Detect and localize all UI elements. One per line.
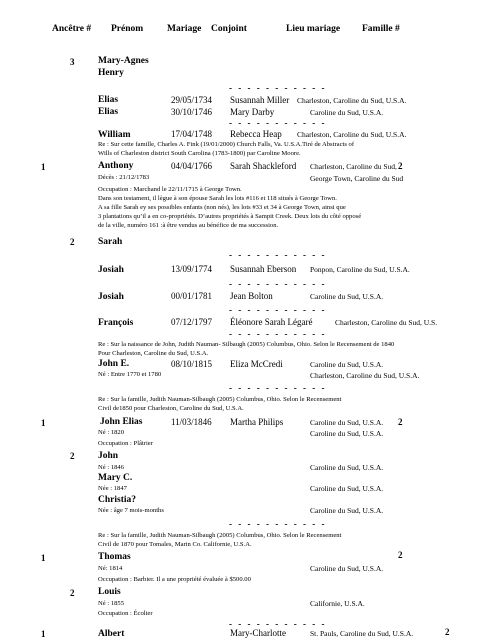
- research-note: Re : Sur la naissance de John, Judith Nauman- Silbaugh (2005) Columbus, Ohio. Selon le Recensement de 1840: [98, 341, 395, 348]
- ancestor-number: 2: [70, 588, 75, 598]
- research-note: Re : Sur cette famille, Charles A. Fink (19/01/2000) Church Falls, Va. U.S.A.Tiré de Abstracts of: [98, 141, 355, 148]
- birth-place: Caroline du Sud, U.S.A.: [310, 463, 384, 472]
- research-note: Pour Charleston, Caroline du Sud, U.S.A.: [98, 350, 209, 357]
- marriage-date: 07/12/1797: [171, 317, 213, 327]
- research-note: Re : Sur la famille, Judith Nauman-Silbaugh (2005) Columbus, Ohio. Selon le Recensement: [98, 396, 342, 403]
- family-number: 2: [398, 417, 403, 427]
- birth-date: Né: 1814: [98, 565, 123, 572]
- person-name: Christia?: [98, 495, 136, 505]
- birth-place: Caroline du Sud, U.S.A.: [310, 564, 384, 573]
- birth-place: Caroline du Sud, U.S.A.: [310, 429, 384, 438]
- person-name: Albert: [98, 629, 125, 639]
- research-note: Dans son testament, il lègue à son épouse Sarah les lots #116 et 118 situés à George Town.: [98, 195, 337, 202]
- separator: - - - - - - - - - - -: [229, 329, 327, 339]
- marriage-date: 13/09/1774: [171, 264, 213, 274]
- birth-date: Né : 1855: [98, 600, 125, 607]
- header-family: Famille #: [362, 24, 400, 34]
- separator: - - - - - - - - - - -: [229, 118, 327, 128]
- person-name: John: [98, 451, 119, 461]
- marriage-date: 29/05/1734: [171, 95, 213, 105]
- separator: - - - - - - - - - - -: [229, 250, 327, 260]
- marriage-date: 04/04/1766: [171, 161, 213, 171]
- header-marriage: Mariage: [167, 24, 202, 34]
- person-name: Mary C.: [98, 473, 133, 483]
- spouse-name: Martha Philips: [230, 417, 284, 427]
- ancestor-number: 1: [41, 162, 46, 172]
- spouse-name: Susannah Miller: [230, 95, 290, 105]
- marriage-place: Charleston, Caroline du Sud, U.S.: [335, 318, 438, 327]
- family-number: 2: [398, 161, 403, 171]
- header-firstname: Prénom: [111, 24, 144, 34]
- death-date: Décès : 21/12/1783: [98, 174, 150, 181]
- spouse-name: Mary-Charlotte: [230, 628, 286, 638]
- person-name: Anthony: [98, 161, 134, 171]
- spouse-name: Eliza McCredi: [230, 359, 283, 369]
- person-name: Henry: [98, 68, 124, 78]
- ancestor-number: 3: [70, 57, 75, 67]
- ancestor-number: 1: [41, 553, 46, 563]
- marriage-place: Charleston, Caroline du Sud, U.S.A.: [297, 96, 407, 105]
- birth-place: Charleston, Caroline du Sud, U.S.A.: [310, 371, 420, 380]
- ancestor-number: 1: [41, 418, 46, 428]
- occupation-note: Occupation : Marchand le 22/11/1715 à George Town.: [98, 186, 242, 193]
- death-place: George Town, Caroline du Sud: [310, 174, 404, 183]
- spouse-name: Éléonore Sarah Légaré: [230, 317, 313, 327]
- person-name: William: [98, 130, 131, 140]
- person-name: Elias: [98, 107, 119, 117]
- marriage-date: 30/10/1746: [171, 107, 213, 117]
- spouse-name: Rebecca Heap: [230, 129, 282, 139]
- ancestor-number: 2: [70, 451, 75, 461]
- person-name: Josiah: [98, 265, 124, 275]
- marriage-place: Caroline du Sud, U.S.A.: [310, 418, 384, 427]
- family-number: 2: [445, 627, 450, 637]
- research-note: Civil de1850 pour Charleston, Caroline du Sud, U.S.A.: [98, 405, 244, 412]
- person-name: François: [98, 318, 134, 328]
- spouse-name: Jean Bolton: [230, 291, 273, 301]
- research-note: Civil de 1870 pour Tomales, Marin Co. Californie, U.S.A.: [98, 541, 252, 548]
- research-note: Wills of Charleston district South Carolina (1783-1800) par Caroline Moore.: [98, 150, 301, 157]
- marriage-place: Charleston, Caroline du Sud, U.S.A.: [297, 130, 407, 139]
- separator: - - - - - - - - - - -: [229, 519, 327, 529]
- research-note: 3 plantations qu’il a en co-propriétés. D’autres propriétés à Sampit Creek. Deux lots du côté opposé: [98, 213, 362, 220]
- birth-place: Californie, U.S.A.: [310, 599, 365, 608]
- occupation-note: Occupation : Barbier. Il a une propriété évaluée à $500.00: [98, 576, 251, 583]
- spouse-name: Mary Darby: [230, 107, 275, 117]
- person-name: Mary-Agnes: [98, 56, 149, 66]
- spouse-name: Sarah Shackleford: [230, 161, 297, 171]
- marriage-place: Ponpon, Caroline du Sud, U.S.A.: [310, 265, 410, 274]
- ancestor-number: 1: [41, 629, 46, 639]
- marriage-date: 11/03/1846: [171, 417, 212, 427]
- person-name: Louis: [98, 587, 121, 597]
- marriage-date: 00/01/1781: [171, 291, 213, 301]
- person-name: Thomas: [98, 552, 131, 562]
- birth-place: Caroline du Sud, U.S.A.: [310, 506, 384, 515]
- separator: - - - - - - - - - - -: [229, 619, 327, 629]
- research-note: Re : Sur la famille, Judith Nauman-Silbaugh (2005) Columbus, Ohio. Selon le Recensement: [98, 532, 342, 539]
- occupation-note: Occupation : Écolier: [98, 610, 153, 617]
- marriage-date: 17/04/1748: [171, 129, 213, 139]
- birth-place: Caroline du Sud, U.S.A.: [310, 484, 384, 493]
- birth-date: Née : 1847: [98, 485, 127, 492]
- header-spouse: Conjoint: [211, 24, 247, 34]
- marriage-date: 08/10/1815: [171, 359, 213, 369]
- person-name: Sarah: [98, 237, 123, 247]
- spouse-name: Susannah Eberson: [230, 264, 297, 274]
- header-place: Lieu mariage: [286, 24, 341, 34]
- family-number: 2: [398, 550, 403, 560]
- marriage-place: Caroline du Sud, U.S.A.: [310, 360, 384, 369]
- header-ancestor: Ancêtre #: [52, 24, 92, 34]
- marriage-place: St. Pauls, Caroline du Sud, U.S.A.: [310, 629, 414, 638]
- person-name: John E.: [98, 359, 130, 369]
- marriage-place: Caroline du Sud, U.S.A.: [310, 108, 384, 117]
- marriage-place: Caroline du Sud, U.S.A.: [310, 292, 384, 301]
- person-name: Elias: [98, 95, 119, 105]
- ancestor-number: 2: [70, 237, 75, 247]
- marriage-place: Charleston, Caroline du Sud,: [310, 162, 397, 171]
- separator: - - - - - - - - - - -: [229, 279, 327, 289]
- research-note: A sa fille Sarah ey ses possibles enfants (non nés), les lots #33 et 34 à George Town, ainsi que: [98, 204, 346, 211]
- separator: - - - - - - - - - - -: [229, 305, 327, 315]
- separator: - - - - - - - - - - -: [229, 83, 327, 93]
- birth-date: Né : 1846: [98, 464, 125, 471]
- birth-date: Né : 1820: [98, 429, 125, 436]
- separator: - - - - - - - - - - -: [229, 383, 327, 393]
- birth-date: Née : âge 7 mois-months: [98, 507, 164, 514]
- occupation-note: Occupation : Plâtrier: [98, 440, 153, 447]
- person-name: Josiah: [98, 292, 124, 302]
- research-note: de la ville, numéro 161 :à être vendus au bénéfice de ma succession.: [98, 222, 279, 229]
- birth-date: Né : Entre 1770 et 1780: [98, 371, 162, 378]
- person-name: John Elias: [100, 417, 143, 427]
